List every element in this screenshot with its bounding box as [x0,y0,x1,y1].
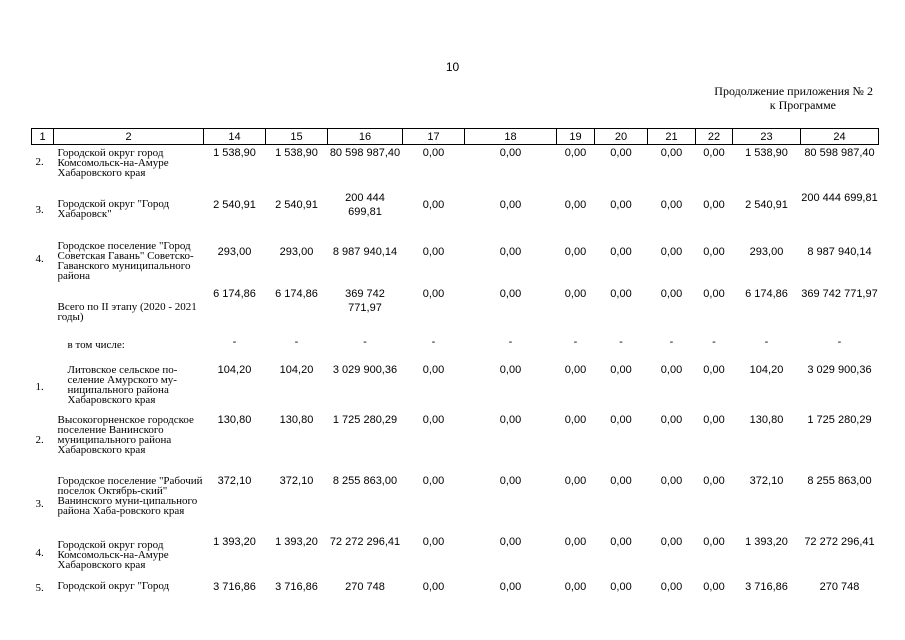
row-number: 2. [35,433,44,446]
column-header-row [32,129,879,145]
column-header: 15 [266,129,328,145]
cell-dash: - [363,335,367,348]
cell-value: 0,00 [660,535,683,548]
cell-value: 1 393,20 [745,535,788,548]
row-number [32,334,54,362]
column-header: 14 [204,129,266,145]
municipality-name: Городской округ город Комсомольск-на-Амурe Хабаровского края [57,147,169,179]
municipality-name: Высокогорненское городское поселение Ванинского муниципального района Хабаровского края [57,413,194,456]
row-number: 1. [35,380,44,393]
cell-dash: - [573,335,578,348]
cell-value: 372,10 [279,474,314,487]
cell-value: 2 540,91 [213,198,256,211]
column-header: 1 [32,129,54,145]
cell-value: 0,00 [564,580,587,593]
column-header: 22 [696,129,733,145]
cell-dash: - [619,335,623,348]
cell-value: 0,00 [499,580,522,593]
table-row [32,579,879,599]
table-row [32,236,879,286]
municipality-name: Литовское сельское по-селение Амурского му-ниципального района Хабаровского края [67,363,178,406]
cell-value: 0,00 [499,245,522,258]
budget-table [31,128,879,599]
cell-value: 1 538,90 [275,147,318,159]
table-row [32,190,879,236]
cell-value: 1 725 280,29 [332,413,398,426]
cell-value: 0,00 [660,363,683,376]
column-header: 16 [328,129,403,145]
cell-value: 130,80 [749,413,784,426]
column-header: 20 [595,129,648,145]
cell-value: 0,00 [422,147,445,159]
cell-value: 0,00 [422,245,445,258]
cell-value: 0,00 [660,147,683,159]
cell-dash: - [232,335,237,348]
cell-value: 1 393,20 [213,535,256,548]
column-header: 23 [733,129,801,145]
cell-value: 0,00 [422,198,445,211]
cell-value: 0,00 [703,363,725,376]
table-row [32,473,879,534]
row-number: 5. [35,581,44,594]
municipality-name: Городской округ город Комсомольск-на-Амуре Хабаровского края [57,538,169,571]
cell-value: 1 393,20 [275,535,318,548]
column-header: 21 [648,129,696,145]
row-number: 2. [35,156,44,168]
cell-value: 0,00 [610,580,632,593]
municipality-name: Городское поселение "Город Советская Гавань" Советско-Гаванского муниципального района [57,239,194,282]
cell-dash: - [294,335,299,348]
cell-value: 0,00 [422,580,445,593]
cell-value: 0,00 [499,363,522,376]
table-row [32,362,879,412]
cell-value: 293,00 [217,245,252,258]
cell-value: 104,20 [217,363,252,376]
appendix-caption [560,84,873,112]
cell-value: 372,10 [749,474,784,487]
cell-value: 3 716,86 [275,580,318,593]
cell-dash: - [431,335,436,348]
cell-value: 0,00 [499,147,522,159]
cell-value: 0,00 [703,535,725,548]
cell-value: 80 598 987,40 [329,147,401,159]
cell-value: 0,00 [660,474,683,487]
cell-value: 72 272 296,41 [329,535,401,548]
cell-value: 0,00 [703,580,725,593]
cell-value: 369 742 771,97 [801,287,878,300]
column-header: 17 [403,129,465,145]
cell-value: 2 540,91 [275,198,318,211]
cell-value: 0,00 [610,287,632,300]
total-label: Всего по II этапу (2020 - 2021 годы) [57,300,197,323]
cell-value: 0,00 [703,245,725,258]
cell-value: 2 540,91 [745,198,788,211]
cell-value: 0,00 [499,287,522,300]
cell-value: 1 725 280,29 [807,413,872,426]
cell-value: 200 444 699,81 [801,191,878,204]
table-row [32,534,879,579]
appendix-caption-line1: Продолжение приложения № 2 [714,84,873,98]
cell-dash: - [764,335,769,348]
cell-value: 0,00 [610,245,632,258]
cell-value: 0,00 [703,413,725,426]
cell-value: 0,00 [422,535,445,548]
cell-value: 6 174,86 [745,287,788,300]
cell-value: 0,00 [610,474,632,487]
row-number [32,286,54,334]
column-header: 24 [801,129,879,145]
cell-value: 8 987 940,14 [807,245,872,258]
cell-value: 0,00 [610,413,632,426]
cell-value: 0,00 [422,413,445,426]
cell-value: 3 716,86 [745,580,788,593]
cell-dash: - [669,335,674,348]
cell-value: 0,00 [564,413,587,426]
municipality-name: Городское поселение "Рабочий поселок Октябрь-ский" Ванинского муни-ципального района Хаба-ровского края [57,474,203,517]
cell-value: 8 987 940,14 [332,245,398,258]
row-number: 4. [35,546,44,559]
cell-value: 0,00 [610,363,632,376]
cell-value: 0,00 [564,147,587,159]
cell-value: 8 255 863,00 [332,474,398,487]
cell-value: 293,00 [749,245,784,258]
cell-value: 0,00 [610,147,632,159]
cell-value: 0,00 [660,580,683,593]
cell-value: 6 174,86 [213,287,256,300]
cell-value: 0,00 [422,287,445,300]
cell-value: 200 444 699,81 [345,191,385,218]
cell-value: 6 174,86 [275,287,318,300]
cell-value: 293,00 [279,245,314,258]
municipality-name: Городской округ "Город Хабаровск" [57,197,170,220]
cell-value: 0,00 [660,245,683,258]
cell-value: 1 538,90 [213,147,256,159]
cell-dash: - [712,335,716,348]
column-header: 2 [54,129,204,145]
cell-value: 0,00 [610,198,632,211]
cell-value: 104,20 [749,363,784,376]
cell-value: 0,00 [499,198,522,211]
table-row [32,145,879,190]
row-number: 3. [35,497,44,510]
cell-value: 0,00 [499,474,522,487]
row-number: 4. [35,252,44,265]
subheader-label: в том числе: [67,338,125,351]
cell-value: 0,00 [564,474,587,487]
cell-value: 80 598 987,40 [804,147,875,159]
cell-value: 372,10 [217,474,252,487]
row-number: 3. [35,203,44,216]
cell-value: 8 255 863,00 [807,474,872,487]
cell-dash: - [837,335,842,348]
cell-value: 270 748 [345,580,385,593]
cell-value: 3 716,86 [213,580,256,593]
cell-value: 0,00 [564,535,587,548]
cell-value: 0,00 [422,363,445,376]
cell-value: 0,00 [564,287,587,300]
municipality-name: Городской округ "Город [57,579,170,592]
cell-value: 369 742 771,97 [345,287,385,314]
total-row [32,286,879,334]
cell-value: 3 029 900,36 [332,363,398,376]
appendix-caption-line2: к Программе [769,98,836,112]
cell-value: 0,00 [703,474,725,487]
subheader-row [32,334,879,362]
cell-value: 0,00 [422,474,445,487]
cell-dash: - [508,335,513,348]
cell-value: 130,80 [217,413,252,426]
cell-value: 0,00 [703,287,725,300]
cell-value: 0,00 [660,413,683,426]
cell-value: 130,80 [279,413,314,426]
cell-value: 3 029 900,36 [807,363,872,376]
cell-value: 0,00 [499,535,522,548]
cell-value: 0,00 [564,198,587,211]
cell-value: 1 538,90 [745,147,788,159]
cell-value: 0,00 [703,147,725,159]
column-header: 18 [465,129,557,145]
cell-value: 0,00 [660,198,683,211]
cell-value: 0,00 [660,287,683,300]
cell-value: 104,20 [279,363,314,376]
table-row [32,412,879,473]
cell-value: 72 272 296,41 [804,535,875,548]
cell-value: 0,00 [564,363,587,376]
cell-value: 0,00 [703,198,725,211]
column-header: 19 [557,129,595,145]
page-number: 10 [445,60,460,74]
cell-value: 270 748 [819,580,860,593]
cell-value: 0,00 [610,535,632,548]
cell-value: 0,00 [564,245,587,258]
cell-value: 0,00 [499,413,522,426]
